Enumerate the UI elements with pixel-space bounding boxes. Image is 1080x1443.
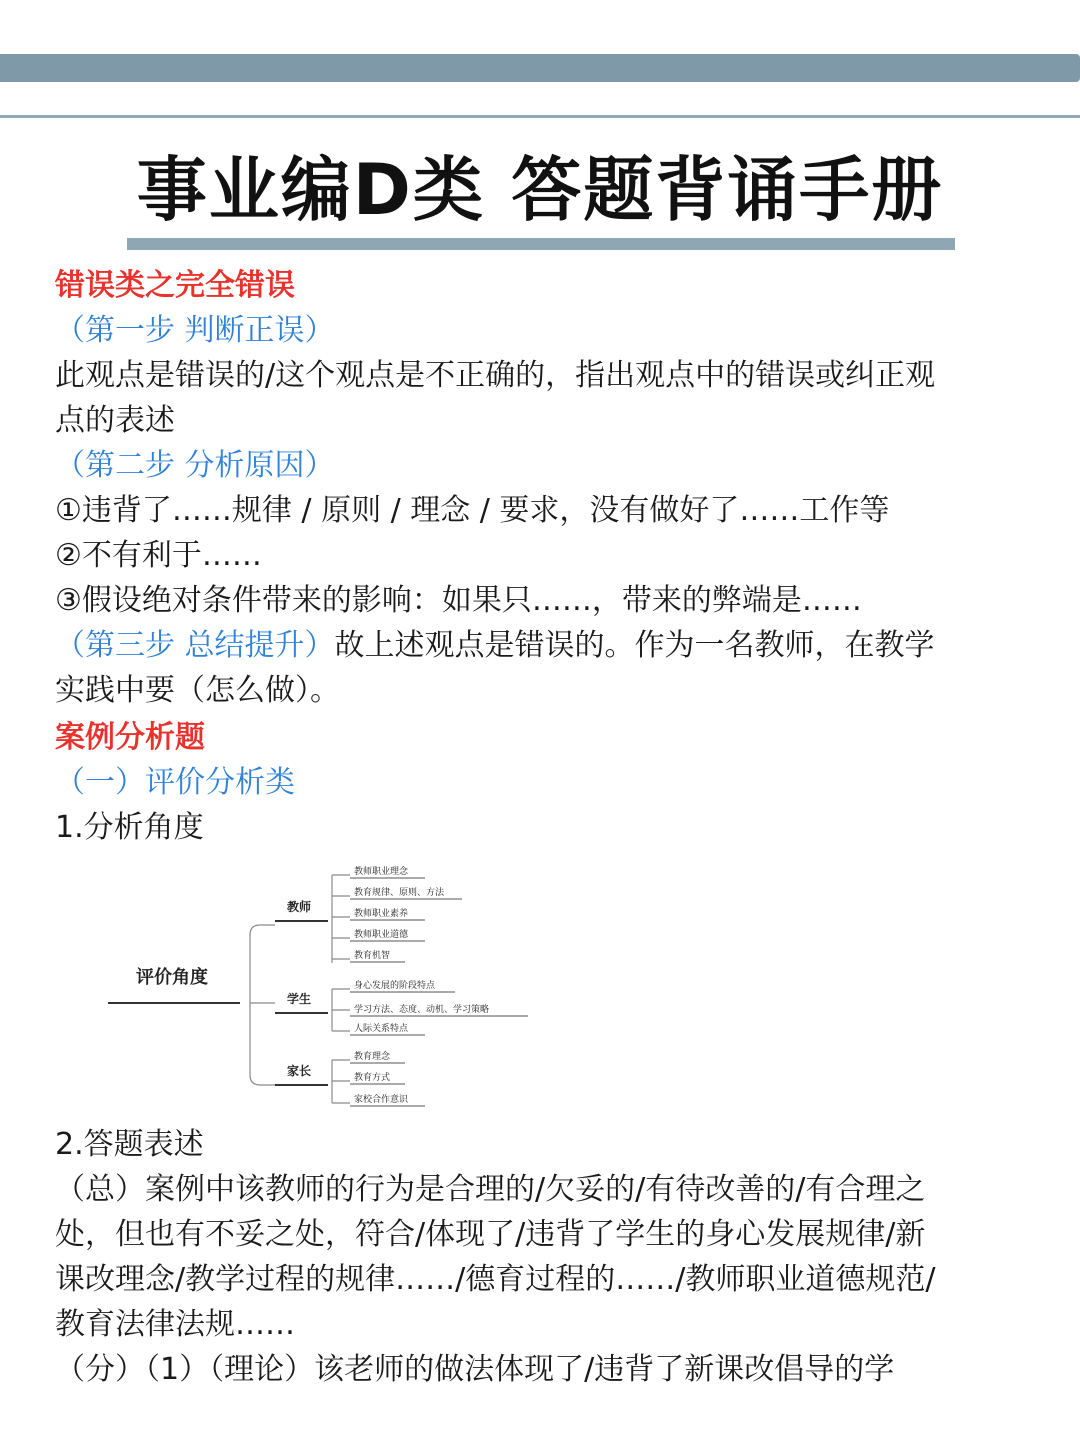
step2-label: （第二步 分析原因） (55, 448, 335, 483)
mindmap-leaf: 教师职业理念 (354, 867, 409, 877)
step1-text-line1: 此观点是错误的/这个观点是不正确的，指出观点中的错误或纠正观 (55, 358, 936, 393)
mindmap-student: 学生 (287, 992, 312, 1006)
mindmap-connector-parent (250, 1003, 275, 1085)
step1-text-line2: 点的表述 (55, 403, 175, 438)
total-line2: 处，但也有不妥之处，符合/体现了/违背了学生的身心发展规律/新 (55, 1217, 926, 1252)
step1-label: （第一步 判断正误） (55, 313, 335, 348)
mindmap-leaf: 教育机智 (354, 951, 391, 961)
part-line1: （分）（1）（理论）该老师的做法体现了/违背了新课改倡导的学 (55, 1352, 895, 1387)
mindmap-student-leaves (332, 989, 350, 1031)
step2-item3: ③假设绝对条件带来的影响：如果只……，带来的弊端是…… (55, 583, 862, 618)
step3-label: （第三步 总结提升） (55, 628, 335, 663)
section-heading-wrong: 错误类之完全错误 (55, 268, 295, 303)
mindmap-diagram (100, 855, 540, 1115)
mindmap-leaf: 学习方法、态度、动机、学习策略 (354, 1005, 490, 1015)
mindmap-parent: 家长 (287, 1064, 312, 1078)
top-decor-line (0, 115, 1080, 118)
case-point2: 2.答题表述 (55, 1127, 204, 1162)
case-sub1: （一）评价分析类 (55, 765, 295, 800)
mindmap-connector-teacher (250, 925, 275, 1003)
total-line4: 教育法律法规…… (55, 1307, 295, 1342)
section-heading-case: 案例分析题 (55, 720, 205, 755)
mindmap-teacher-leaves (332, 875, 350, 959)
step3-text-line1: 故上述观点是错误的。作为一名教师，在教学 (334, 628, 935, 663)
mindmap-leaf: 教育理念 (354, 1052, 391, 1062)
step3-line1 (55, 623, 1035, 668)
step2-item1: ①违背了……规律 / 原则 / 理念 / 要求，没有做好了……工作等 (55, 493, 890, 528)
title-underline (127, 238, 955, 250)
mindmap-leaf: 教育方式 (354, 1073, 391, 1083)
step2-item2: ②不有利于…… (55, 538, 262, 573)
mindmap-leaf: 教师职业道德 (354, 930, 409, 940)
mindmap-root: 评价角度 (136, 967, 208, 988)
mindmap-parent-leaves (332, 1060, 350, 1103)
mindmap-leaf: 教育规律、原则、方法 (354, 888, 445, 898)
mindmap-leaf: 人际关系特点 (354, 1024, 409, 1034)
page-title: 事业编D类 答题背诵手册 (136, 149, 944, 231)
step3-text-line2: 实践中要（怎么做）。 (55, 673, 340, 708)
mindmap-leaf: 教师职业素养 (354, 909, 409, 919)
total-line1: （总）案例中该教师的行为是合理的/欠妥的/有待改善的/有合理之 (55, 1172, 926, 1207)
mindmap-teacher: 教师 (287, 900, 312, 914)
mindmap-leaf: 家校合作意识 (354, 1095, 409, 1105)
case-point1: 1.分析角度 (55, 810, 204, 845)
total-line3: 课改理念/教学过程的规律……/德育过程的……/教师职业道德规范/ (55, 1262, 936, 1297)
top-decor-bar (0, 54, 1080, 82)
mindmap-leaf: 身心发展的阶段特点 (354, 981, 436, 991)
